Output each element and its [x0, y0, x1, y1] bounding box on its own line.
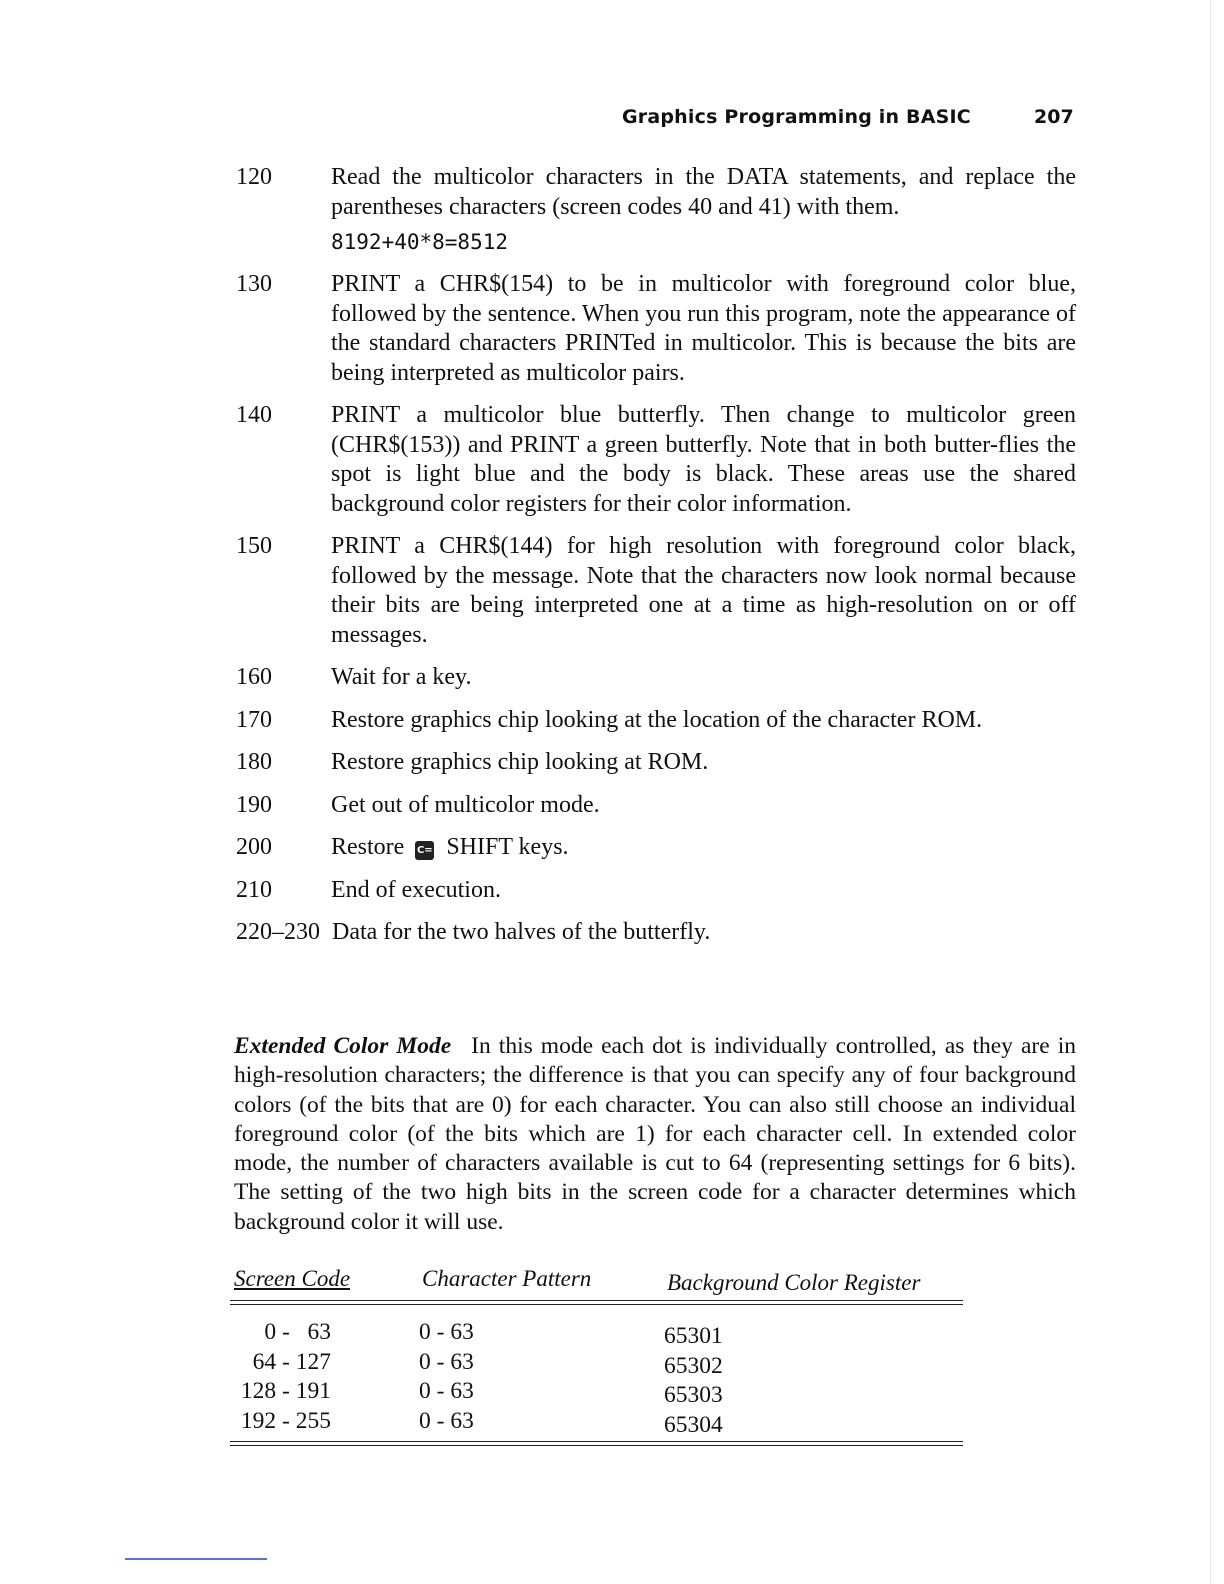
- page-number: 207: [1034, 106, 1074, 128]
- cell-character-pattern: 0 - 63: [419, 1348, 474, 1375]
- table-row: [230, 1349, 963, 1379]
- cell-screen-code: 128 - 191: [240, 1378, 331, 1404]
- table-row: [230, 1378, 963, 1408]
- line-number: 140: [236, 402, 272, 428]
- cell-screen-code: 64 - 127: [252, 1348, 331, 1375]
- line-number: 150: [236, 533, 272, 559]
- cell-background-register: 65301: [664, 1323, 723, 1349]
- footer-rule: [125, 1558, 267, 1560]
- entry-text: [331, 833, 1076, 863]
- entry-text: PRINT a multicolor blue butterfly. Then change to multicolor green (CHR$(153)) and PRINT a green butterfly. Note that in both butter-flies the spot is light blue and the body is black. These areas use the shared background color registers for their color information.: [331, 402, 1076, 517]
- line-number: 130: [236, 271, 272, 297]
- entry-130: [236, 270, 1086, 388]
- entry-text: PRINT a CHR$(144) for high resolution with foreground color black, followed by the message. Note that the characters now look normal because their bits are being interpreted one at a time as high-resolution on or off messages.: [331, 533, 1076, 648]
- entry-150: [236, 532, 1086, 650]
- cell-character-pattern: 0 - 63: [419, 1407, 474, 1434]
- line-explanations: [236, 163, 1086, 961]
- table-rule: [230, 1441, 963, 1442]
- entry-text: Restore graphics chip looking at ROM.: [331, 749, 709, 775]
- header-screen-code: Screen Code: [234, 1266, 351, 1291]
- entry-120: [236, 163, 1086, 257]
- scan-edge-line: [1210, 0, 1211, 1584]
- cell-screen-code: 192 - 255: [240, 1407, 331, 1434]
- entry-180: [236, 748, 1086, 778]
- line-number: 170: [236, 706, 272, 733]
- extended-color-mode-paragraph: [234, 1032, 1076, 1237]
- cell-background-register: 65302: [664, 1352, 723, 1379]
- table-header: [230, 1266, 963, 1300]
- entry-text-before: Restore: [331, 834, 405, 860]
- entry-140: [236, 401, 1086, 519]
- extended-color-table: [230, 1266, 963, 1446]
- cell-background-register: 65304: [664, 1411, 723, 1438]
- line-number: 220–230: [236, 919, 320, 945]
- entry-text: End of execution.: [331, 876, 501, 903]
- entry-210: [236, 876, 1086, 906]
- entry-200: [236, 833, 1086, 863]
- entry-text: PRINT a CHR$(154) to be in multicolor with foreground color blue, followed by the sentence. When you run this program, note the appearance of the standard characters PRINTed in multicolor. This is because the bits are being interpreted as multicolor pairs.: [331, 271, 1076, 386]
- line-number: 160: [236, 664, 272, 690]
- section-body: In this mode each dot is individually controlled, as they are in high-resolution characters; the difference is that you can specify any of four background colors (of the bits that are 0) for each character. You can also still choose an individual foreground color (of the bits which are 1) for each character cell. In extended color mode, the number of characters available is cut to 64 (representing settings for 6 bits). The setting of the two high bits in the screen code for a character determines which background color it will use.: [234, 1033, 1076, 1235]
- entry-text-after: SHIFT keys.: [446, 834, 569, 860]
- entry-190: [236, 791, 1086, 821]
- cell-background-register: 65303: [664, 1382, 723, 1408]
- running-header: Graphics Programming in BASIC: [622, 106, 971, 128]
- section-heading: Extended Color Mode: [234, 1033, 452, 1059]
- entry-170: [236, 706, 1086, 736]
- cell-character-pattern: 0 - 63: [419, 1319, 474, 1345]
- entry-text: Get out of multicolor mode.: [331, 791, 600, 818]
- cell-screen-code: 0 - 63: [264, 1319, 331, 1345]
- entry-160: [236, 663, 1086, 693]
- header-background-register: Background Color Register: [667, 1270, 921, 1295]
- address-formula: 8192+40*8=8512: [331, 230, 509, 254]
- commodore-key-icon: C=: [415, 841, 434, 860]
- header-character-pattern: Character Pattern: [422, 1266, 592, 1291]
- entry-220-230: [236, 918, 1086, 948]
- entry-text: Wait for a key.: [331, 664, 472, 690]
- table-rule: [230, 1445, 963, 1446]
- line-number: 180: [236, 749, 272, 775]
- entry-text: Data for the two halves of the butterfly.: [332, 919, 711, 945]
- line-number: 190: [236, 791, 272, 818]
- table-row: [230, 1319, 963, 1349]
- line-number: 210: [236, 876, 272, 903]
- line-number: 120: [236, 164, 272, 190]
- entry-text: Read the multicolor characters in the DATA statements, and replace the parentheses characters (screen codes 40 and 41) with them.: [331, 164, 1076, 220]
- entry-text: Restore graphics chip looking at the location of the character ROM.: [331, 706, 983, 733]
- table-body: [230, 1305, 963, 1441]
- line-number: 200: [236, 834, 272, 860]
- table-row: [230, 1408, 963, 1438]
- cell-character-pattern: 0 - 63: [419, 1378, 474, 1404]
- table-rule: [230, 1300, 963, 1301]
